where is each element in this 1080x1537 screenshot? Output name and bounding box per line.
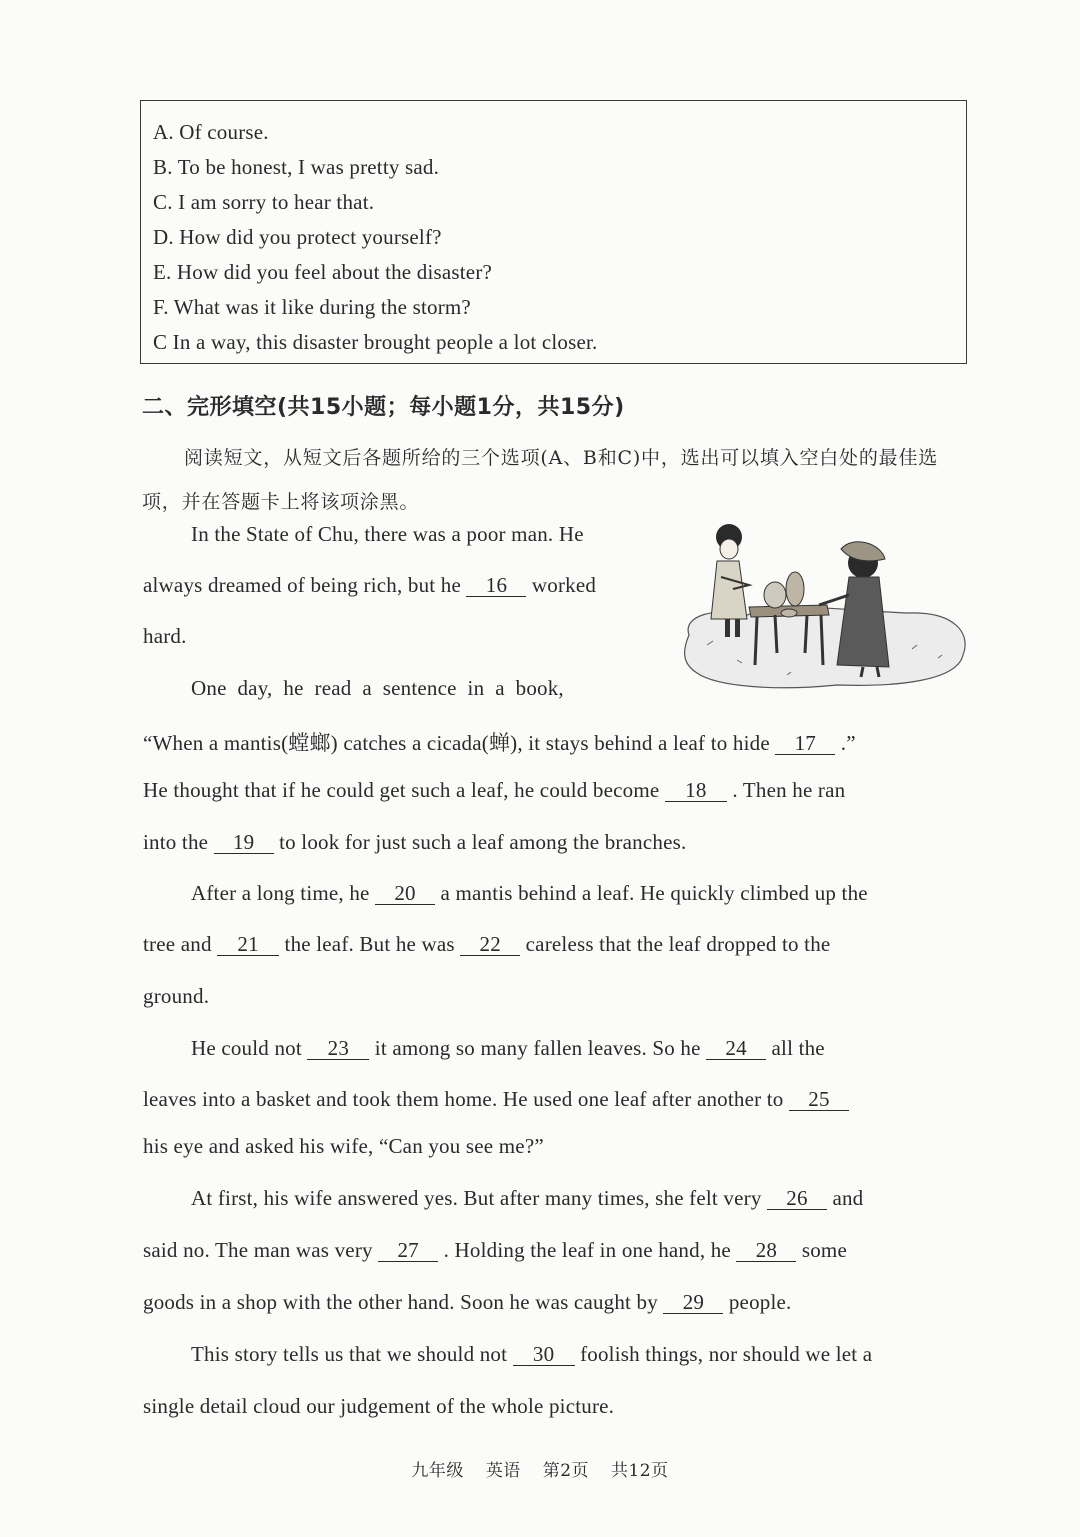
option-f: F. What was it like during the storm?	[153, 295, 471, 319]
footer-total: 共12页	[610, 1461, 669, 1481]
passage-line: hard.	[143, 624, 187, 648]
passage-line: into the 19 to look for just such a leaf among the branches.	[143, 830, 687, 854]
blank-20: 20	[375, 882, 435, 905]
passage-line: goods in a shop with the other hand. Soon he was caught by 29 people.	[143, 1290, 792, 1314]
passage-line: One day, he read a sentence in a book,	[191, 676, 564, 700]
blank-28: 28	[736, 1239, 796, 1262]
blank-22: 22	[460, 933, 520, 956]
passage-line: In the State of Chu, there was a poor man. He	[191, 522, 584, 546]
blank-25: 25	[789, 1088, 849, 1111]
section-title: 二、完形填空(共15小题；每小题1分，共15分)	[142, 395, 625, 420]
options-box	[140, 100, 967, 364]
blank-21: 21	[217, 933, 279, 956]
option-c: C. I am sorry to hear that.	[153, 190, 375, 214]
passage-line: ground.	[143, 984, 210, 1008]
footer-page: 第2页	[542, 1461, 590, 1481]
page-footer	[0, 1456, 1080, 1481]
passage-line: After a long time, he 20 a mantis behind a leaf. He quickly climbed up the	[191, 881, 868, 905]
passage-line: At first, his wife answered yes. But after many times, she felt very 26 and	[191, 1186, 864, 1210]
blank-18: 18	[665, 779, 727, 802]
passage-line: single detail cloud our judgement of the whole picture.	[143, 1394, 615, 1418]
passage-line: He thought that if he could get such a leaf, he could become 18 . Then he ran	[143, 778, 846, 802]
passage-line: leaves into a basket and took them home. He used one leaf after another to 25	[143, 1087, 849, 1112]
passage-line: said no. The man was very 27 . Holding the leaf in one hand, he 28 some	[143, 1238, 847, 1262]
footer-subject: 英语	[485, 1461, 521, 1481]
option-d: D. How did you protect yourself?	[153, 225, 442, 249]
passage-line: tree and 21 the leaf. But he was 22 careless that the leaf dropped to the	[143, 932, 831, 956]
option-a: A. Of course.	[153, 120, 269, 144]
passage-line: his eye and asked his wife, “Can you see me?”	[143, 1134, 544, 1158]
blank-26: 26	[767, 1187, 827, 1210]
passage-line: He could not 23 it among so many fallen leaves. So he 24 all the	[191, 1036, 825, 1060]
blank-23: 23	[307, 1037, 369, 1060]
option-b: B. To be honest, I was pretty sad.	[153, 155, 440, 179]
option-g: C In a way, this disaster brought people a lot closer.	[153, 330, 598, 354]
blank-29: 29	[663, 1291, 723, 1314]
blank-27: 27	[378, 1239, 438, 1262]
option-e: E. How did you feel about the disaster?	[153, 260, 493, 284]
passage-line: “When a mantis(螳螂) catches a cicada(蝉), it stays behind a leaf to hide 17 .”	[143, 731, 856, 755]
illustration-mantis-leaf	[677, 515, 972, 695]
passage-line: always dreamed of being rich, but he 16 worked	[143, 573, 597, 597]
blank-30: 30	[513, 1343, 575, 1366]
passage-line: This story tells us that we should not 30 foolish things, nor should we let a	[191, 1342, 873, 1366]
blank-17: 17	[775, 732, 835, 755]
footer-grade: 九年级	[411, 1461, 464, 1481]
blank-16: 16	[466, 574, 526, 597]
instructions: 阅读短文，从短文后各题所给的三个选项(A、B和C)中，选出可以填入空白处的最佳选项，并在答题卡上将该项涂黑。	[142, 447, 939, 513]
blank-19: 19	[214, 831, 274, 854]
blank-24: 24	[706, 1037, 766, 1060]
